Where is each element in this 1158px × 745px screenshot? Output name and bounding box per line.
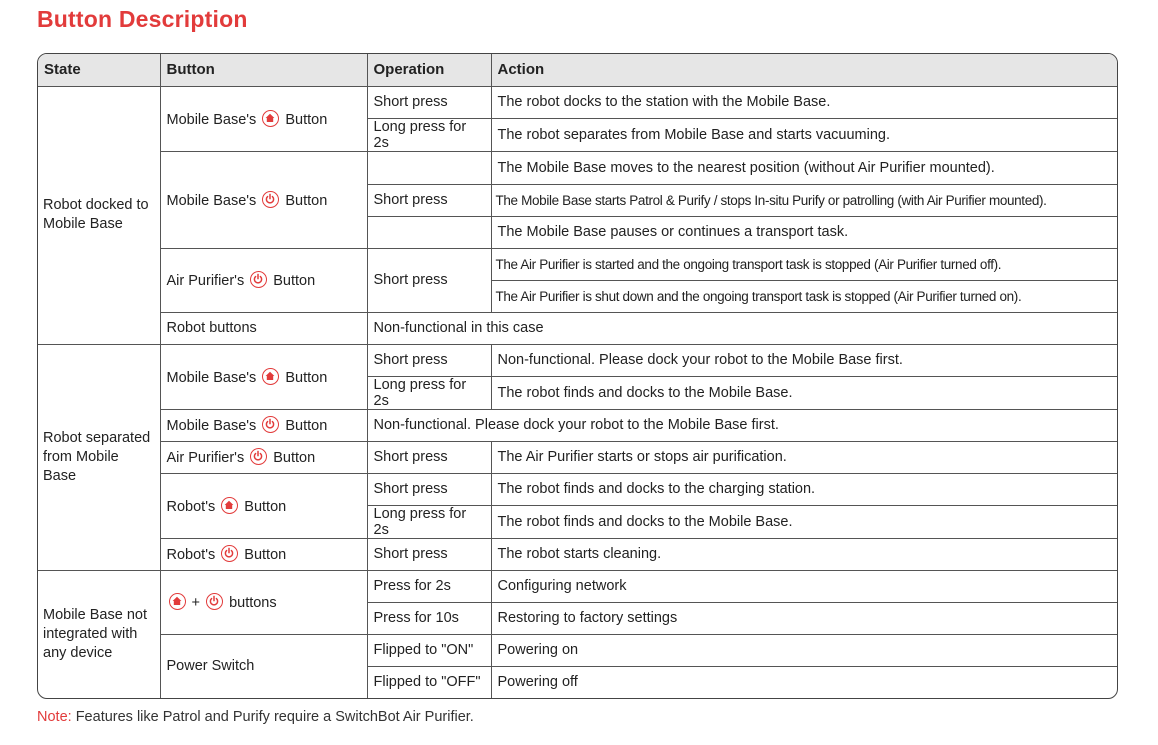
state-cell: Robot docked to Mobile Base [38,86,160,344]
state-cell: Robot separated from Mobile Base [38,344,160,570]
power-icon [250,448,267,465]
header-action: Action [491,54,1117,86]
action-cell: Configuring network [491,570,1117,602]
table-row [38,248,1117,280]
home-icon [221,497,238,514]
table-row [38,151,1117,184]
note-text: Features like Patrol and Purify require a SwitchBot Air Purifier. [75,709,474,725]
plus-sign: + [191,595,200,611]
button-cell [160,248,367,312]
home-icon [262,368,279,385]
table-row [38,409,1117,441]
operation-action-cell: Non-functional. Please dock your robot to the Mobile Base first. [367,409,1117,441]
table-row [38,634,1117,666]
action-cell: Powering off [491,666,1117,698]
operation-cell: Short press [367,86,491,118]
operation-cell: Short press [367,344,491,376]
operation-cell: Flipped to "ON" [367,634,491,666]
state-cell: Mobile Base not integrated with any device [38,570,160,698]
operation-cell: Press for 10s [367,602,491,634]
button-cell [160,151,367,248]
action-cell: The Air Purifier is started and the ongoing transport task is stopped (Air Purifier turned off). [491,248,1117,280]
button-cell [160,570,367,634]
action-cell: Restoring to factory settings [491,602,1117,634]
button-label-suffix: buttons [229,595,277,611]
button-label: Air Purifier's [166,450,245,466]
home-icon [169,593,186,610]
action-cell: The Mobile Base starts Patrol & Purify / stops In-situ Purify or patrolling (with Air Purifier mounted). [491,184,1117,216]
operation-cell: Flipped to "OFF" [367,666,491,698]
action-cell: The robot docks to the station with the Mobile Base. [491,86,1117,118]
page-title: Button Description [37,6,248,32]
operation-cell: Press for 2s [367,570,491,602]
button-label: Mobile Base's [166,111,257,128]
button-label-suffix: Button [285,369,328,386]
button-label-suffix: Button [273,450,316,466]
button-cell [160,86,367,151]
action-cell: Non-functional. Please dock your robot to the Mobile Base first. [491,344,1117,376]
operation-cell: Short press [367,441,491,473]
footnote [37,709,474,725]
table-row [38,441,1117,473]
operation-cell: Short press [367,184,491,216]
power-icon [206,593,223,610]
button-cell [160,344,367,409]
table-row [38,344,1117,376]
button-cell [160,409,367,441]
header-operation: Operation [367,54,491,86]
operation-action-cell: Non-functional in this case [367,312,1117,344]
operation-cell: Short press [367,538,491,570]
power-icon [250,271,267,288]
button-label-suffix: Button [273,273,316,289]
button-label: Robot's [166,498,216,515]
operation-cell [367,216,491,248]
power-icon [262,416,279,433]
table-row [38,473,1117,505]
operation-cell: Short press [367,248,491,312]
button-label: Robot's [166,547,216,563]
button-cell: Robot buttons [160,312,367,344]
operation-cell: Long press for 2s [367,505,491,538]
table-header-row [38,54,1117,86]
button-label: Mobile Base's [166,418,257,434]
action-cell: The Air Purifier starts or stops air purification. [491,441,1117,473]
button-label: Mobile Base's [166,369,257,386]
button-label-suffix: Button [285,192,328,209]
operation-cell: Short press [367,473,491,505]
button-label-suffix: Button [244,547,287,563]
button-description-table [37,53,1118,699]
button-label: Air Purifier's [166,273,245,289]
operation-cell [367,151,491,184]
action-cell: The robot starts cleaning. [491,538,1117,570]
action-cell: The robot finds and docks to the Mobile Base. [491,376,1117,409]
header-button: Button [160,54,367,86]
button-cell: Power Switch [160,634,367,698]
action-cell: The Air Purifier is shut down and the ongoing transport task is stopped (Air Purifier turned on). [491,280,1117,312]
button-cell [160,441,367,473]
power-icon [221,545,238,562]
button-label: Mobile Base's [166,192,257,209]
action-cell: Powering on [491,634,1117,666]
header-state: State [38,54,160,86]
button-cell [160,473,367,538]
home-icon [262,110,279,127]
button-label-suffix: Button [285,111,328,128]
action-cell: The robot finds and docks to the charging station. [491,473,1117,505]
button-label-suffix: Button [244,498,287,515]
table-row [38,538,1117,570]
note-label: Note: [37,709,72,725]
action-cell: The robot separates from Mobile Base and starts vacuuming. [491,118,1117,151]
button-cell [160,538,367,570]
action-cell: The robot finds and docks to the Mobile Base. [491,505,1117,538]
power-icon [262,191,279,208]
table-row [38,312,1117,344]
operation-cell: Long press for 2s [367,118,491,151]
table-row [38,570,1117,602]
table-row [38,86,1117,118]
button-label-suffix: Button [285,418,328,434]
action-cell: The Mobile Base pauses or continues a transport task. [491,216,1117,248]
operation-cell: Long press for 2s [367,376,491,409]
action-cell: The Mobile Base moves to the nearest position (without Air Purifier mounted). [491,151,1117,184]
